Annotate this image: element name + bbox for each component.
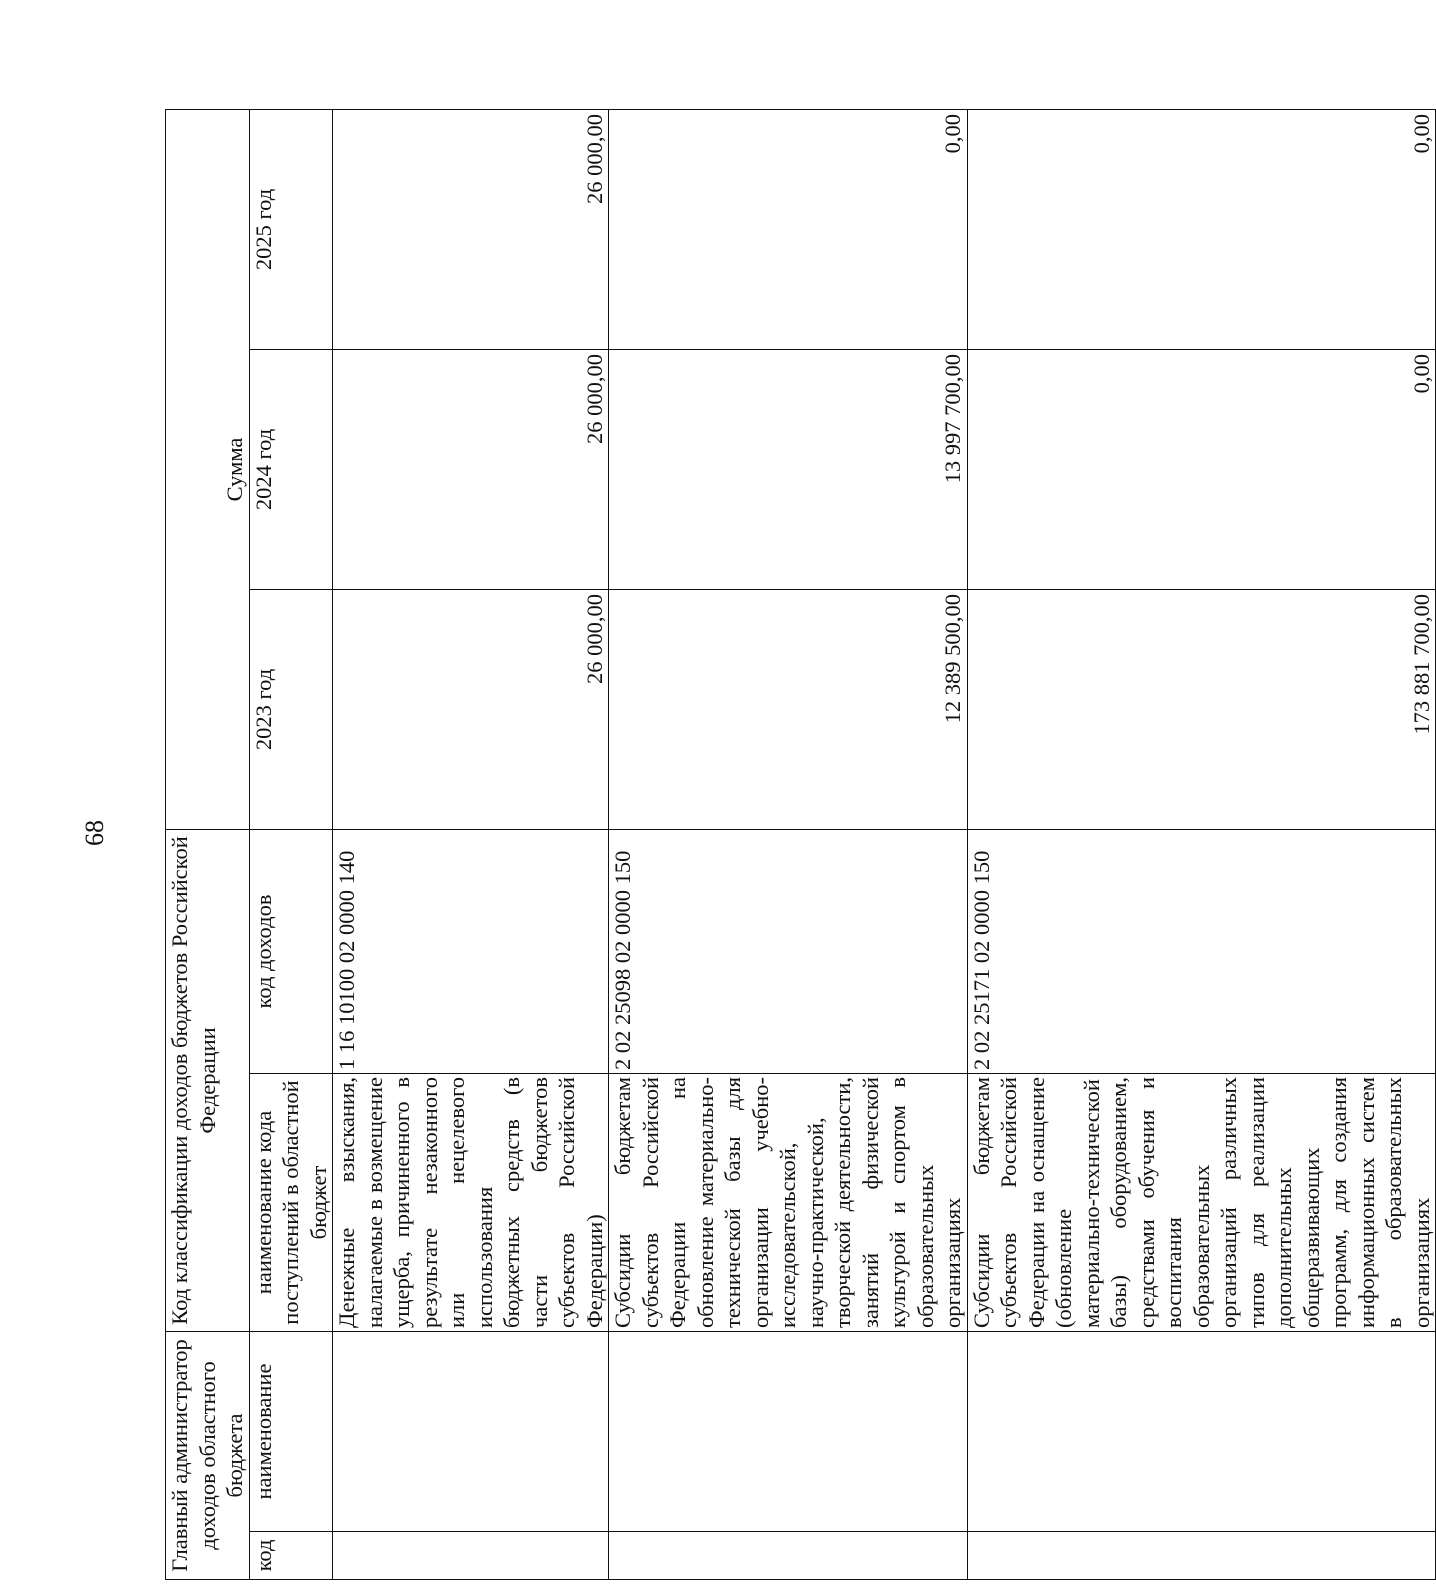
- row-income-code: 2 02 25171 02 0000 150: [967, 829, 1436, 1073]
- header-sum-group: Сумма: [166, 109, 250, 829]
- rotated-page: [165, 110, 1434, 1580]
- header-2024: 2024 год: [249, 349, 333, 589]
- row-sum-2024: 0,00: [967, 349, 1436, 589]
- header-income-code: код доходов: [249, 829, 333, 1073]
- row-admin-code: [333, 1532, 609, 1580]
- header-admin-code: код: [249, 1532, 333, 1580]
- row-sum-2024: 13 997 700,00: [609, 349, 968, 589]
- income-table: [165, 109, 1436, 1580]
- row-income-name: Субсидии бюджетам субъектов Российской Федерации на оснащение (обновление материально-технической базы) оборудованием, средствами обучения и воспитания образовательных организаций различных типов для реализации дополнительных общеразвивающих программ, для создания информационных систем в образовательных организациях: [967, 1073, 1436, 1331]
- row-sum-2023: 173 881 700,00: [967, 589, 1436, 829]
- row-sum-2023: 12 389 500,00: [609, 589, 968, 829]
- header-income-name: наименование кода поступлений в областной бюджет: [249, 1073, 333, 1331]
- header-admin-name: наименование: [249, 1331, 333, 1531]
- table-row: [333, 109, 609, 1579]
- row-income-code: 2 02 25098 02 0000 150: [609, 829, 968, 1073]
- header-admin-group: Главный администратор доходов областного бюджета: [166, 1331, 250, 1579]
- row-sum-2023: 26 000,00: [333, 589, 609, 829]
- table-row: [967, 109, 1436, 1579]
- row-income-name: Субсидии бюджетам субъектов Российской Федерации на обновление материально-технической базы для организации учебно-исследовательской, научно-практической, творческой деятельности, занятий физической культурой и спортом в образовательных организациях: [609, 1073, 968, 1331]
- header-2023: 2023 год: [249, 589, 333, 829]
- page-number: 68: [80, 820, 109, 846]
- row-admin-name: [333, 1331, 609, 1531]
- header-kbk-group: Код классификации доходов бюджетов Российской Федерации: [166, 829, 250, 1331]
- row-sum-2025: 0,00: [967, 109, 1436, 349]
- row-sum-2025: 0,00: [609, 109, 968, 349]
- row-admin-code: [609, 1532, 968, 1580]
- row-sum-2024: 26 000,00: [333, 349, 609, 589]
- table-row: [609, 109, 968, 1579]
- row-sum-2025: 26 000,00: [333, 109, 609, 349]
- row-admin-code: [967, 1532, 1436, 1580]
- row-admin-name: [609, 1331, 968, 1531]
- row-income-name: Денежные взыскания, налагаемые в возмещение ущерба, причиненного в результате незаконного или нецелевого использования бюджетных средств (в части бюджетов субъектов Российской Федерации): [333, 1073, 609, 1331]
- row-income-code: 1 16 10100 02 0000 140: [333, 829, 609, 1073]
- row-admin-name: [967, 1331, 1436, 1531]
- header-2025: 2025 год: [249, 109, 333, 349]
